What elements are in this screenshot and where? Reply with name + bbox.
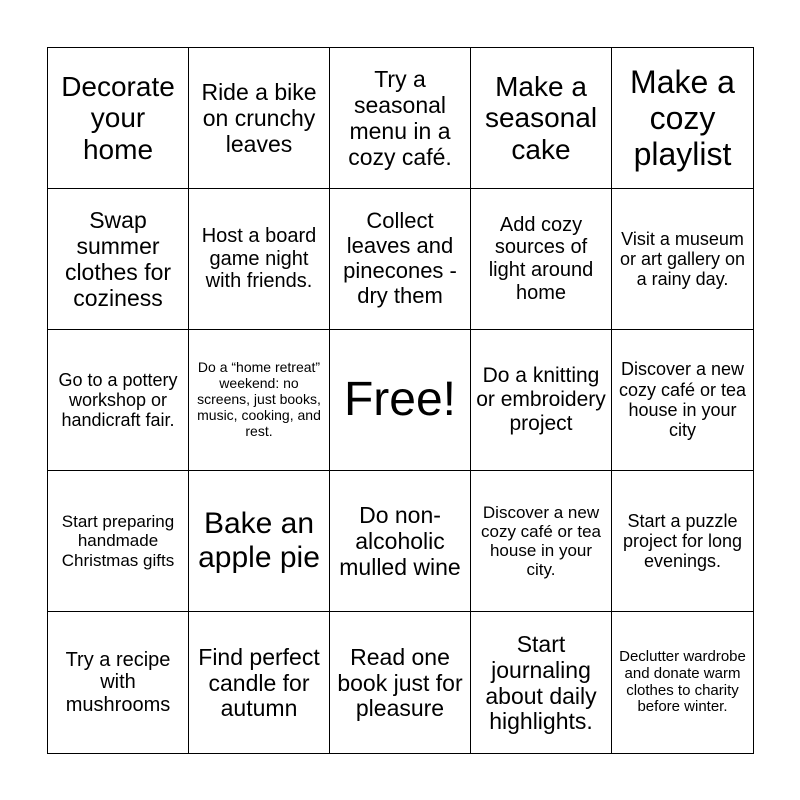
bingo-cell[interactable] bbox=[330, 612, 471, 753]
bingo-cell-text: Go to a pottery workshop or handicraft fair. bbox=[58, 369, 178, 431]
bingo-cell[interactable] bbox=[471, 612, 612, 753]
bingo-cell-text: Do a “home retreat” weekend: no screens, just books, music, cooking, and rest. bbox=[197, 359, 321, 439]
bingo-cell[interactable] bbox=[48, 471, 189, 612]
bingo-cell-text: Decorate your home bbox=[61, 70, 175, 165]
bingo-cell[interactable] bbox=[330, 189, 471, 330]
bingo-cell-text: Ride a bike on crunchy leaves bbox=[201, 79, 317, 157]
bingo-cell-text: Make a cozy playlist bbox=[630, 63, 735, 173]
bingo-cell-text: Make a seasonal cake bbox=[484, 70, 598, 165]
bingo-cell-text: Try a recipe with mushrooms bbox=[65, 648, 171, 716]
bingo-cell[interactable] bbox=[330, 48, 471, 189]
bingo-cell[interactable] bbox=[48, 48, 189, 189]
bingo-cell-text: Find perfect candle for autumn bbox=[198, 643, 320, 722]
bingo-cell[interactable] bbox=[612, 189, 753, 330]
bingo-cell-text: Visit a museum or art gallery on a rainy day. bbox=[619, 228, 746, 290]
bingo-cell[interactable] bbox=[471, 48, 612, 189]
bingo-cell[interactable] bbox=[612, 48, 753, 189]
free-space-text: Free! bbox=[343, 372, 457, 426]
bingo-cell[interactable] bbox=[189, 189, 330, 330]
bingo-cell-text: Discover a new cozy café or tea house in your city bbox=[618, 359, 747, 441]
bingo-cell-text: Start journaling about daily highlights. bbox=[485, 630, 597, 735]
bingo-cell[interactable] bbox=[48, 330, 189, 471]
bingo-cell-text: Do a knitting or embroidery project bbox=[476, 364, 606, 435]
bingo-cell[interactable] bbox=[48, 189, 189, 330]
bingo-cell[interactable] bbox=[189, 471, 330, 612]
bingo-cell-text: Do non-alcoholic mulled wine bbox=[339, 502, 461, 580]
bingo-cell[interactable] bbox=[330, 471, 471, 612]
bingo-cell-text: Start preparing handmade Christmas gifts bbox=[61, 512, 175, 570]
bingo-cell-text: Host a board game night with friends. bbox=[201, 225, 317, 293]
bingo-cell[interactable] bbox=[471, 189, 612, 330]
bingo-cell-text: Start a puzzle project for long evenings. bbox=[622, 510, 743, 572]
bingo-cell-text: Read one book just for pleasure bbox=[337, 643, 463, 722]
bingo-cell[interactable] bbox=[189, 330, 330, 471]
bingo-cell-text: Bake an apple pie bbox=[198, 507, 320, 574]
bingo-cell[interactable] bbox=[471, 471, 612, 612]
bingo-cell-text: Add cozy sources of light around home bbox=[488, 213, 594, 304]
bingo-cell-text: Try a seasonal menu in a cozy café. bbox=[348, 66, 452, 170]
bingo-cell-text: Collect leaves and pinecones - dry them bbox=[343, 208, 457, 308]
bingo-cell[interactable] bbox=[612, 612, 753, 753]
bingo-cell-text: Declutter wardrobe and donate warm clothes to charity before winter. bbox=[619, 647, 746, 716]
bingo-cell[interactable] bbox=[189, 48, 330, 189]
bingo-cell[interactable] bbox=[48, 612, 189, 753]
bingo-cell[interactable] bbox=[189, 612, 330, 753]
bingo-cell[interactable] bbox=[471, 330, 612, 471]
bingo-cell-text: Swap summer clothes for coziness bbox=[64, 207, 172, 311]
bingo-cell[interactable] bbox=[612, 330, 753, 471]
bingo-card bbox=[47, 47, 754, 754]
bingo-cell[interactable] bbox=[612, 471, 753, 612]
free-space-cell[interactable] bbox=[330, 330, 471, 471]
bingo-cell-text: Discover a new cozy café or tea house in your city. bbox=[480, 502, 601, 580]
